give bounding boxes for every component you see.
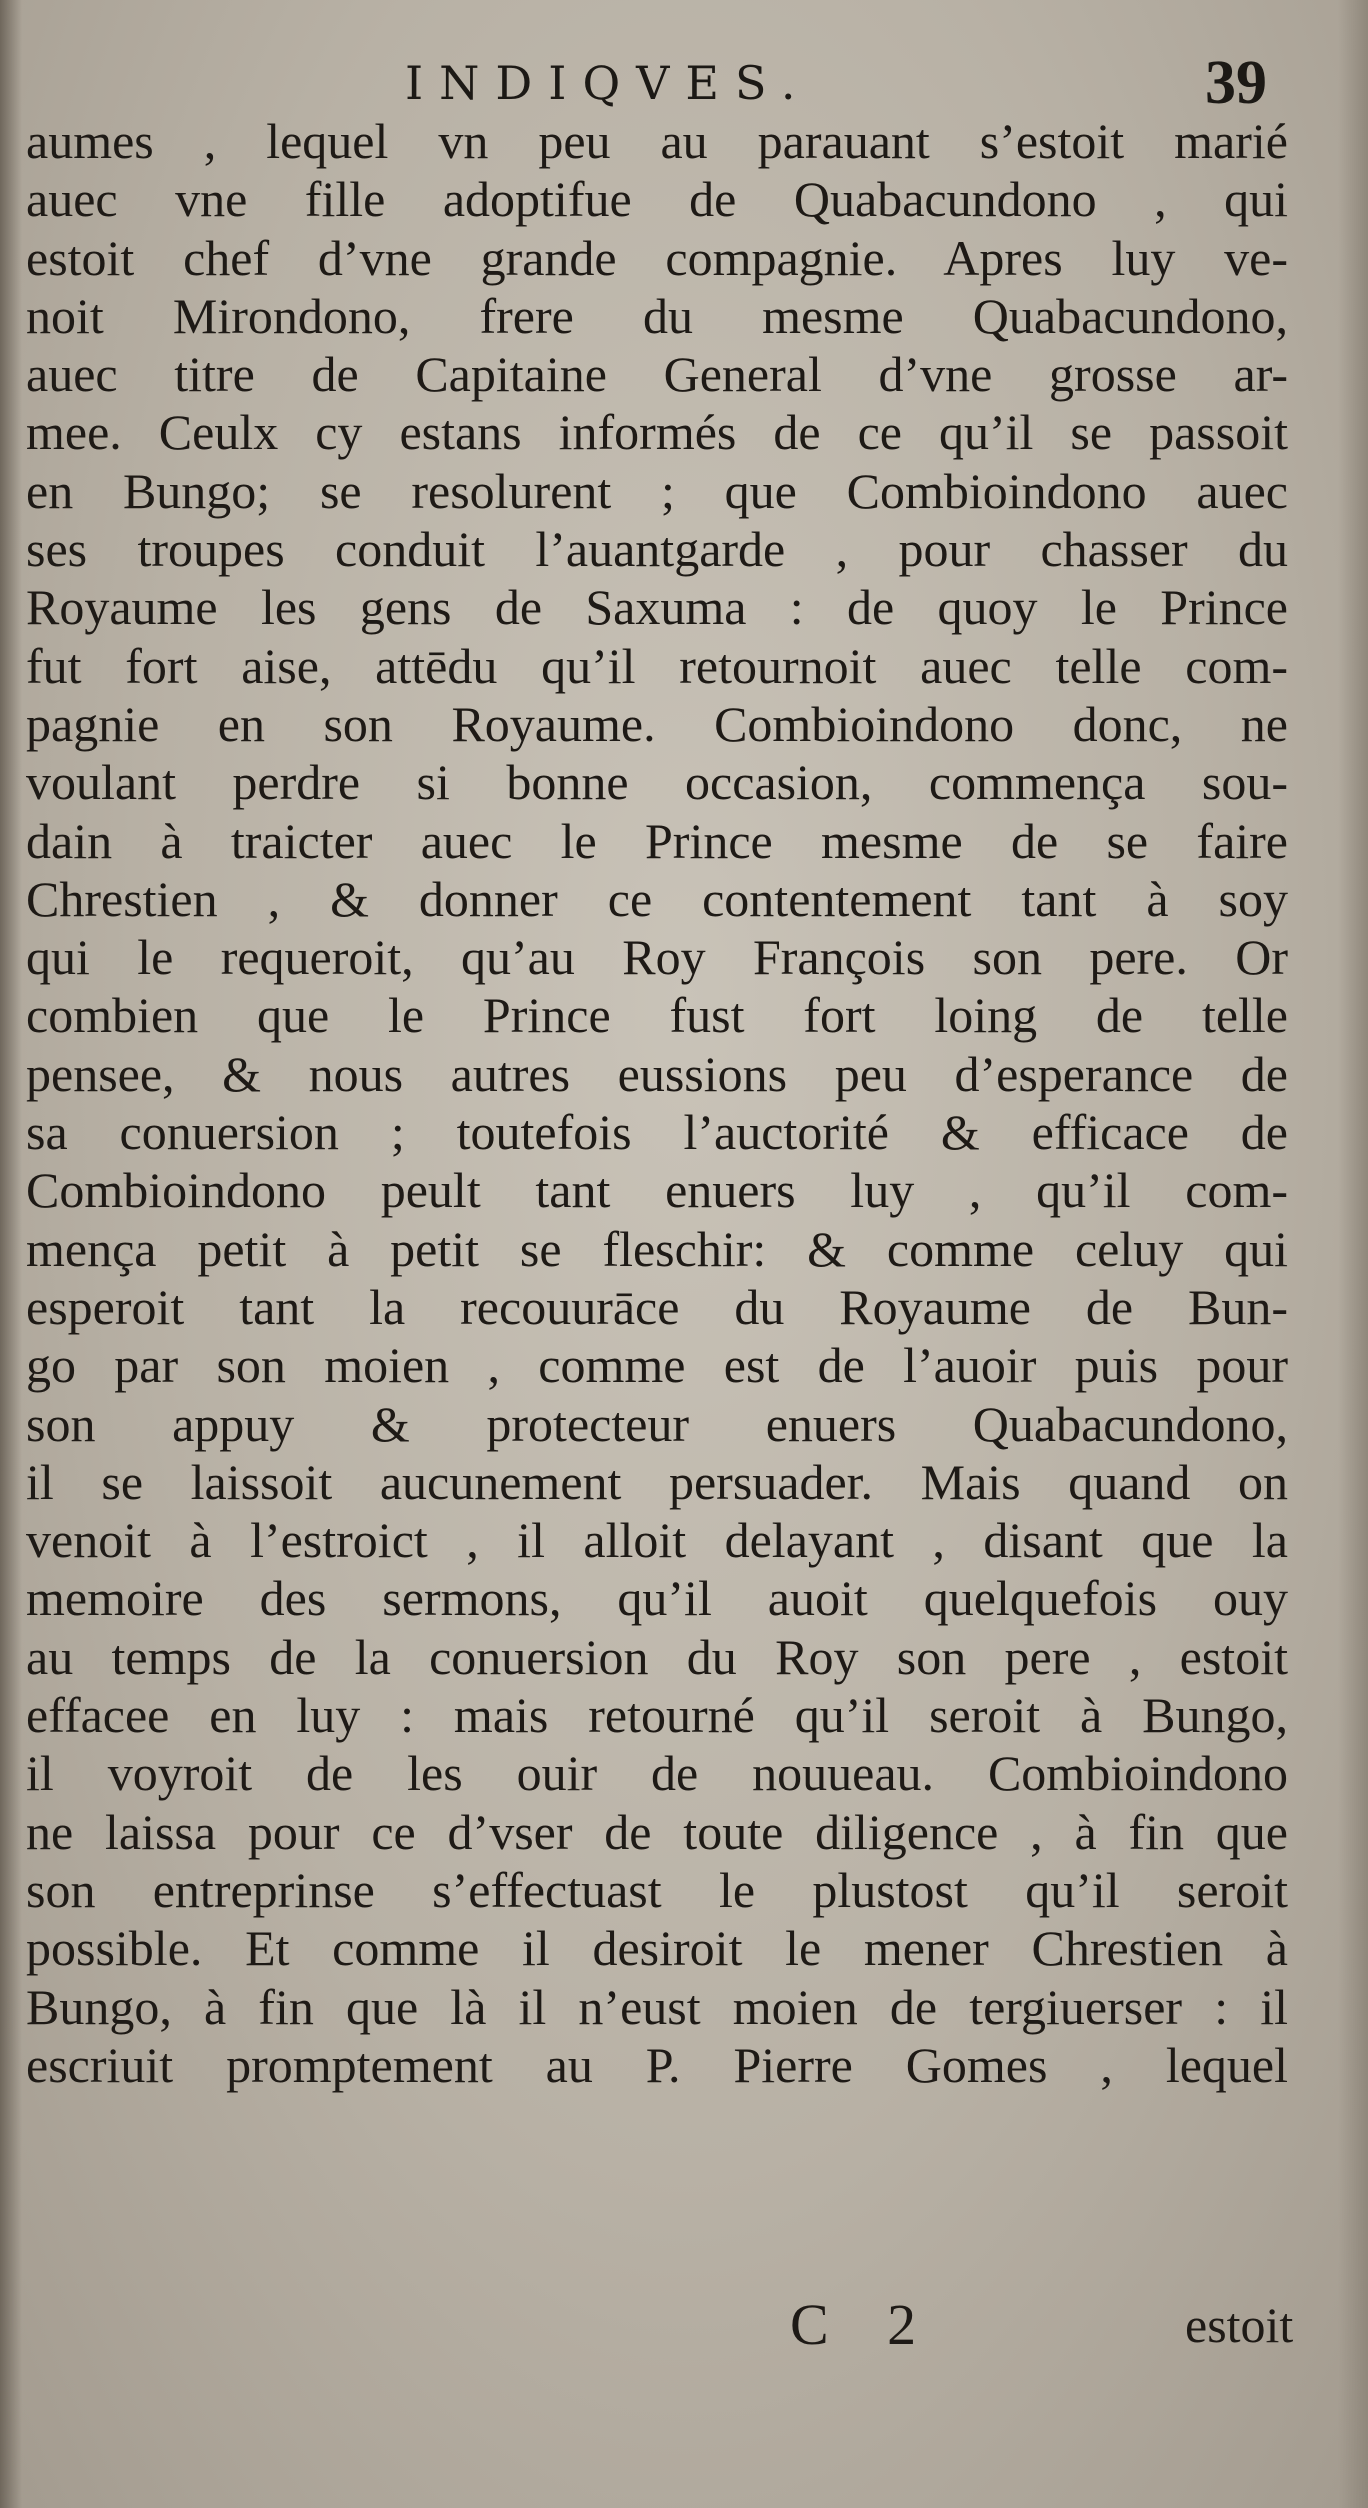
text-line: pensee, & nous autres eussions peu d’esperance de [26,1045,1288,1102]
text-line: escriuit promptement au P. Pierre Gomes , lequel [26,2036,1288,2093]
text-line: sa conuersion ; toutefois l’auctorité & efficace de [26,1104,1288,1161]
text-line: noit Mirondono, frere du mesme Quabacundono, [26,287,1288,344]
body-text [26,112,1288,2094]
text-line: go par son moien , comme est de l’auoir puis pour [26,1337,1288,1394]
gutter-shadow [0,0,22,2508]
page-footer [0,2290,1368,2360]
text-line: il se laissoit aucunement persuader. Mais quand on [26,1453,1288,1510]
text-line: combien que le Prince fust fort loing de telle [26,987,1288,1044]
text-line: venoit à l’estroict , il alloit delayant , disant que la [26,1512,1288,1569]
text-line: fut fort aise, attēdu qu’il retournoit auec telle com- [26,637,1288,694]
text-line: pagnie en son Royaume. Combioindono donc, ne [26,695,1288,752]
page-edge-shadow [1338,0,1368,2508]
text-line: Combioindono peult tant enuers luy , qu’il com- [26,1162,1288,1219]
text-line: en Bungo; se resolurent ; que Combioindono auec [26,462,1288,519]
text-line: au temps de la conuersion du Roy son pere , estoit [26,1628,1288,1685]
text-line: Bungo, à fin que là il n’eust moien de tergiuerser : il [26,1978,1288,2035]
text-line: possible. Et comme il desiroit le mener Chrestien à [26,1920,1288,1977]
running-head [0,48,1368,118]
text-line: dain à traicter auec le Prince mesme de se faire [26,812,1288,869]
text-line: estoit chef d’vne grande compagnie. Apres luy ve- [26,229,1288,286]
text-line: esperoit tant la recouurāce du Royaume de Bun- [26,1278,1288,1335]
catchword: estoit [1185,2297,1294,2353]
text-line: voulant perdre si bonne occasion, commença sou- [26,754,1288,811]
text-line: son appuy & protecteur enuers Quabacundono, [26,1395,1288,1452]
text-line: ne laissa pour ce d’vser de toute diligence , à fin que [26,1803,1288,1860]
text-line: memoire des sermons, qu’il auoit quelquefois ouy [26,1570,1288,1627]
text-line: Chrestien , & donner ce contentement tant à soy [26,870,1288,927]
text-line: mença petit à petit se fleschir: & comme celuy qui [26,1220,1288,1277]
text-line: auec titre de Capitaine General d’vne grosse ar- [26,346,1288,403]
running-head-title: INDIQVES. [405,56,812,110]
signature-mark: C 2 [790,2292,939,2357]
text-line: effacee en luy : mais retourné qu’il seroit à Bungo, [26,1687,1288,1744]
text-line: aumes , lequel vn peu au parauant s’estoit marié [26,113,1288,169]
text-line: ses troupes conduit l’auantgarde , pour chasser du [26,521,1288,578]
text-line: Royaume les gens de Saxuma : de quoy le Prince [26,579,1288,636]
text-line: il voyroit de les ouir de nouueau. Combioindono [26,1745,1288,1802]
text-line: qui le requeroit, qu’au Roy François son pere. Or [26,929,1288,986]
text-line: mee. Ceulx cy estans informés de ce qu’il se passoit [26,404,1288,461]
text-line: son entreprinse s’effectuast le plustost qu’il seroit [26,1861,1288,1918]
text-line: auec vne fille adoptifue de Quabacundono , qui [26,171,1288,228]
page-number: 39 [1205,49,1267,117]
